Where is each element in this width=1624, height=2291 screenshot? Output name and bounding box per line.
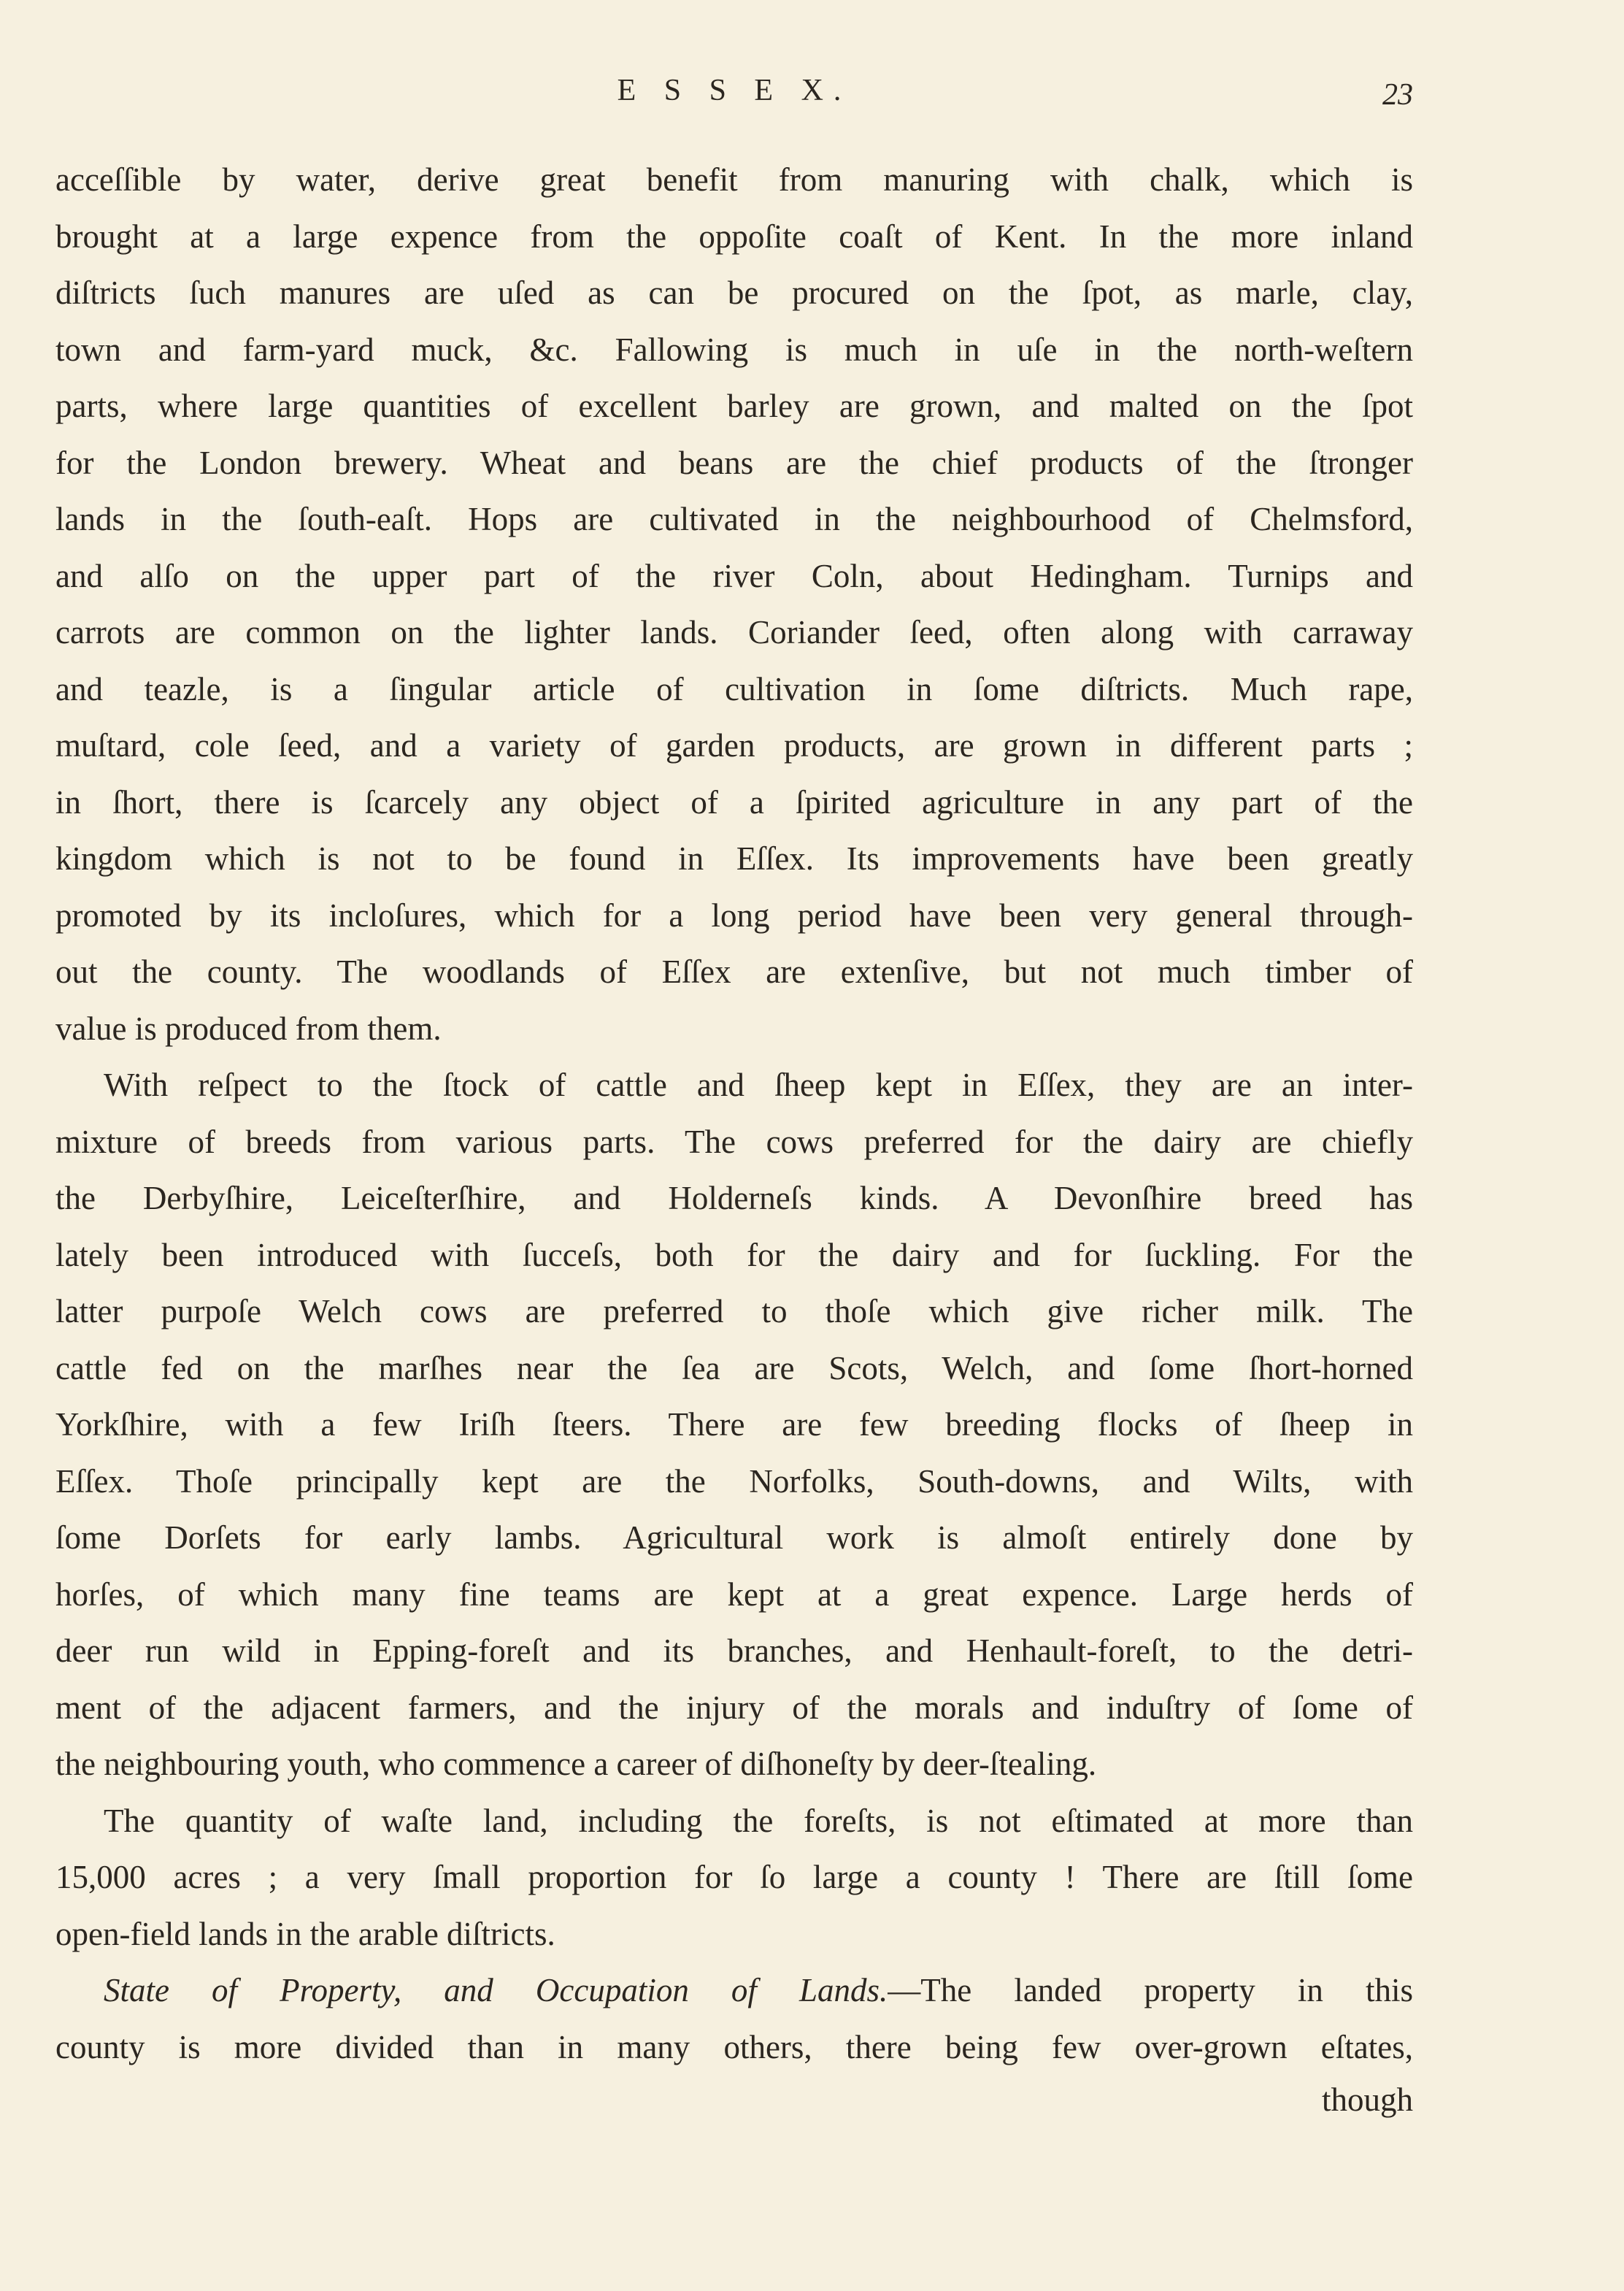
text-line: lands in the ſouth-eaſt. Hops are cultivated in the neighbourhood of Chelmsford, [55,501,1413,537]
paragraph [55,1057,1413,1793]
text-line: latter purpoſe Welch cows are preferred to thoſe which give richer milk. The [55,1293,1413,1329]
text-line: horſes, of which many fine teams are kept at a great expence. Large herds of [55,1576,1413,1613]
text-line: deer run wild in Epping-foreſt and its branches, and Henhault-foreſt, to the detri- [55,1632,1413,1669]
text-line: kingdom which is not to be found in Eſſex. Its improvements have been greatly [55,840,1413,877]
text-line: town and farm-yard muck, &c. Fallowing is much in uſe in the north-weſtern [55,331,1413,368]
text-line: muſtard, cole ſeed, and a variety of garden products, are grown in different parts ; [55,727,1413,764]
page-number: 23 [1382,78,1413,112]
text-line: brought at a large expence from the oppoſite coaſt of Kent. In the more inland [55,218,1413,255]
text-line: value is produced from them. [55,1010,442,1047]
text-line: Yorkſhire, with a few Iriſh ſteers. There are few breeding flocks of ſheep in [55,1406,1413,1443]
text-line: in ſhort, there is ſcarcely any object of a ſpirited agriculture in any part of the [55,783,1413,821]
body-text [55,152,1413,2076]
text-line: With reſpect to the ſtock of cattle and ſheep kept in Eſſex, they are an inter- [104,1067,1413,1103]
text-line: carrots are common on the lighter lands. Coriander ſeed, often along with carraway [55,614,1413,651]
text-line: parts, where large quantities of excellent barley are grown, and malted on the ſpot [55,388,1413,424]
text-line [55,1962,1413,2019]
text-line: mixture of breeds from various parts. The cows preferred for the dairy are chiefly [55,1123,1413,1160]
running-title: E S S E X. [617,74,852,107]
text-line: ment of the adjacent farmers, and the injury of the morals and induſtry of ſome of [55,1689,1413,1726]
text-line: lately been introduced with ſucceſs, both for the dairy and for ſuckling. For the [55,1236,1413,1273]
text-line: diſtricts ſuch manures are uſed as can be procured on the ſpot, as marle, clay, [55,275,1413,311]
text-line: the neighbouring youth, who commence a career of diſhoneſty by deer-ſtealing. [55,1746,1097,1782]
text-line: open-field lands in the arable diſtricts. [55,1915,555,1952]
text-run: —The landed property in this [888,1972,1413,2008]
text-line: for the London brewery. Wheat and beans are the chief products of the ſtronger [55,444,1413,481]
paragraph [55,152,1413,1057]
paragraph [55,1793,1413,1963]
text-line: Eſſex. Thoſe principally kept are the Norfolks, South-downs, and Wilts, with [55,1462,1413,1500]
section-heading: State of Property, and Occupation of Lands. [104,1972,888,2008]
catchword: though [1321,2081,1413,2118]
text-line: and teazle, is a ſingular article of cultivation in ſome diſtricts. Much rape, [55,670,1413,707]
text-line: and alſo on the upper part of the river Coln, about Hedingham. Turnips and [55,557,1413,594]
running-head [55,73,1413,124]
text-line: county is more divided than in many others, there being few over-grown eſtates, [55,2028,1413,2065]
text-line: ſome Dorſets for early lambs. Agricultural work is almoſt entirely done by [55,1519,1413,1556]
paragraph [55,1962,1413,2076]
text-line: out the county. The woodlands of Eſſex are extenſive, but not much timber of [55,953,1413,990]
text-line: The quantity of waſte land, including the foreſts, is not eſtimated at more than [104,1802,1413,1839]
text-line: the Derbyſhire, Leiceſterſhire, and Holderneſs kinds. A Devonſhire breed has [55,1180,1413,1216]
text-line: promoted by its incloſures, which for a long period have been very general through- [55,897,1413,934]
text-line: 15,000 acres ; a very ſmall proportion for ſo large a county ! There are ſtill ſome [55,1859,1413,1895]
text-line: cattle fed on the marſhes near the ſea are Scots, Welch, and ſome ſhort-horned [55,1349,1413,1386]
text-line: acceſſible by water, derive great benefit from manuring with chalk, which is [55,161,1413,198]
